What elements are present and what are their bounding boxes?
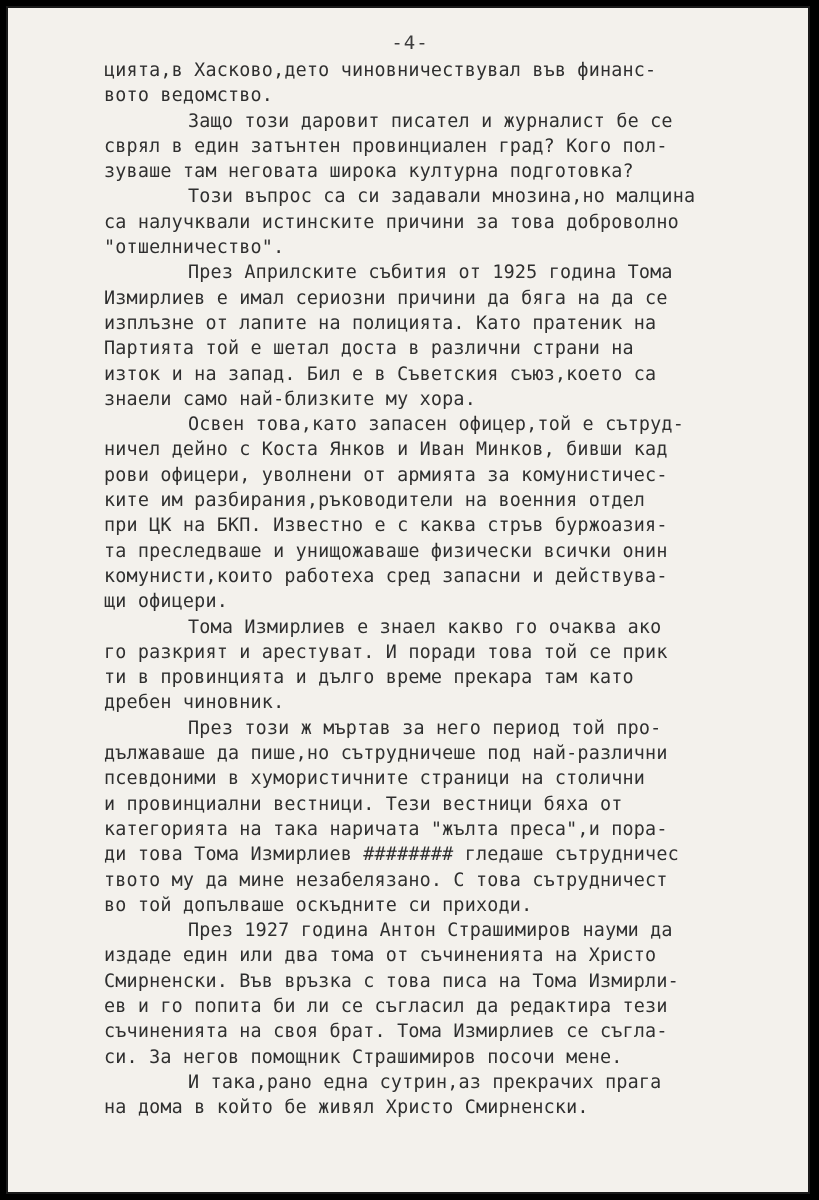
text-line: са налучквали истинските причини за това доброволно — [104, 211, 679, 233]
text-line: През този ж мъртав за него период той про- — [188, 717, 662, 739]
text-line: "отшелничество". — [104, 237, 285, 259]
text-line: вото ведомство. — [104, 85, 274, 107]
text-line: изплъзне от лапите на полицията. Като пратеник на — [104, 312, 657, 334]
text-line: псевдоними в хумористичните страници на столични — [104, 768, 646, 790]
text-line: цията,в Хасково,дето чиновничествувал във финанс- — [104, 60, 657, 81]
text-line: и провинциални вестници. Тези вестници бяха от — [104, 793, 623, 815]
text-line: си. За негов помощник Страшимиров посочи мене. — [104, 1046, 623, 1068]
page-number: -4- — [391, 32, 429, 54]
text-line: съчиненията на своя брат. Тома Измирлиев се съгла- — [104, 1021, 668, 1043]
text-line: дребен чиновник. — [104, 692, 285, 714]
text-line: комунисти,които работеха сред запасни и действува- — [104, 565, 668, 587]
typewritten-page — [6, 6, 810, 1194]
text-line: на дома в който бе живял Христо Смирненски. — [104, 1097, 589, 1119]
text-line: Освен това,като запасен офицер,той е сътруд- — [188, 414, 684, 436]
text-line: Измирлиев е имал сериозни причини да бяга на да се — [104, 287, 668, 309]
text-line: категорията на така наричата "жълта преса",и пора- — [104, 818, 668, 840]
text-line: Смирненски. Във връзка с това писа на Тома Измирли- — [104, 970, 679, 992]
text-line: И така,рано една сутрин,аз прекрачих прага — [188, 1071, 662, 1093]
text-line: Този въпрос са си задавали мнозина,но малцина — [188, 186, 696, 208]
text-line: ничел дейно с Коста Янков и Иван Минков, бивши кад — [104, 439, 668, 461]
text-line: ките им разбирания,ръководители на военния отдел — [104, 490, 646, 512]
text-line: знаели само най-близките му хора. — [104, 388, 476, 410]
text-line: сврял в един затънтен провинциален град? Кого пол- — [104, 135, 668, 157]
text-line: та преследваше и унищожаваше физически всички онин — [104, 540, 668, 562]
text-line: рови офицери, уволнени от армията за комунистичес- — [104, 464, 668, 486]
text-line: През Априлските събития от 1925 година Тома — [188, 262, 673, 284]
text-line: Защо този даровит писател и журналист бе се — [188, 110, 673, 132]
text-line: ев и го попита би ли се съгласил да редактира тези — [104, 995, 668, 1017]
text-line: През 1927 година Антон Страшимиров науми да — [188, 920, 673, 942]
text-line: щи офицери. — [104, 591, 228, 613]
text-line: издаде един или два тома от съчиненията на Христо — [104, 945, 657, 967]
text-line: ди това Тома Измирлиев ######## гледаше сътрудничес — [104, 844, 679, 866]
text-line: твото му да мине незабелязано. С това сътрудничест — [104, 869, 668, 891]
text-line: во той допълваше оскъдните си приходи. — [104, 894, 533, 916]
body-text — [104, 58, 810, 1120]
text-line: Партията той е шетал доста в различни страни на — [104, 338, 634, 360]
text-line: ти в провинцията и дълго време прекара там като — [104, 667, 634, 689]
text-line: изток и на запад. Бил е в Съветския съюз,което са — [104, 363, 657, 385]
text-line: Тома Измирлиев е знаел какво го очаква ако — [188, 616, 662, 638]
text-line: го разкрият и арестуват. И поради това той се прик — [104, 641, 668, 663]
text-line: зуваше там неговата широка културна подготовка? — [104, 161, 634, 183]
text-line: при ЦК на БКП. Известно е с каква стръв буржоазия- — [104, 515, 668, 537]
text-line: дължаваше да пише,но сътрудничеше под най-различни — [104, 743, 668, 765]
